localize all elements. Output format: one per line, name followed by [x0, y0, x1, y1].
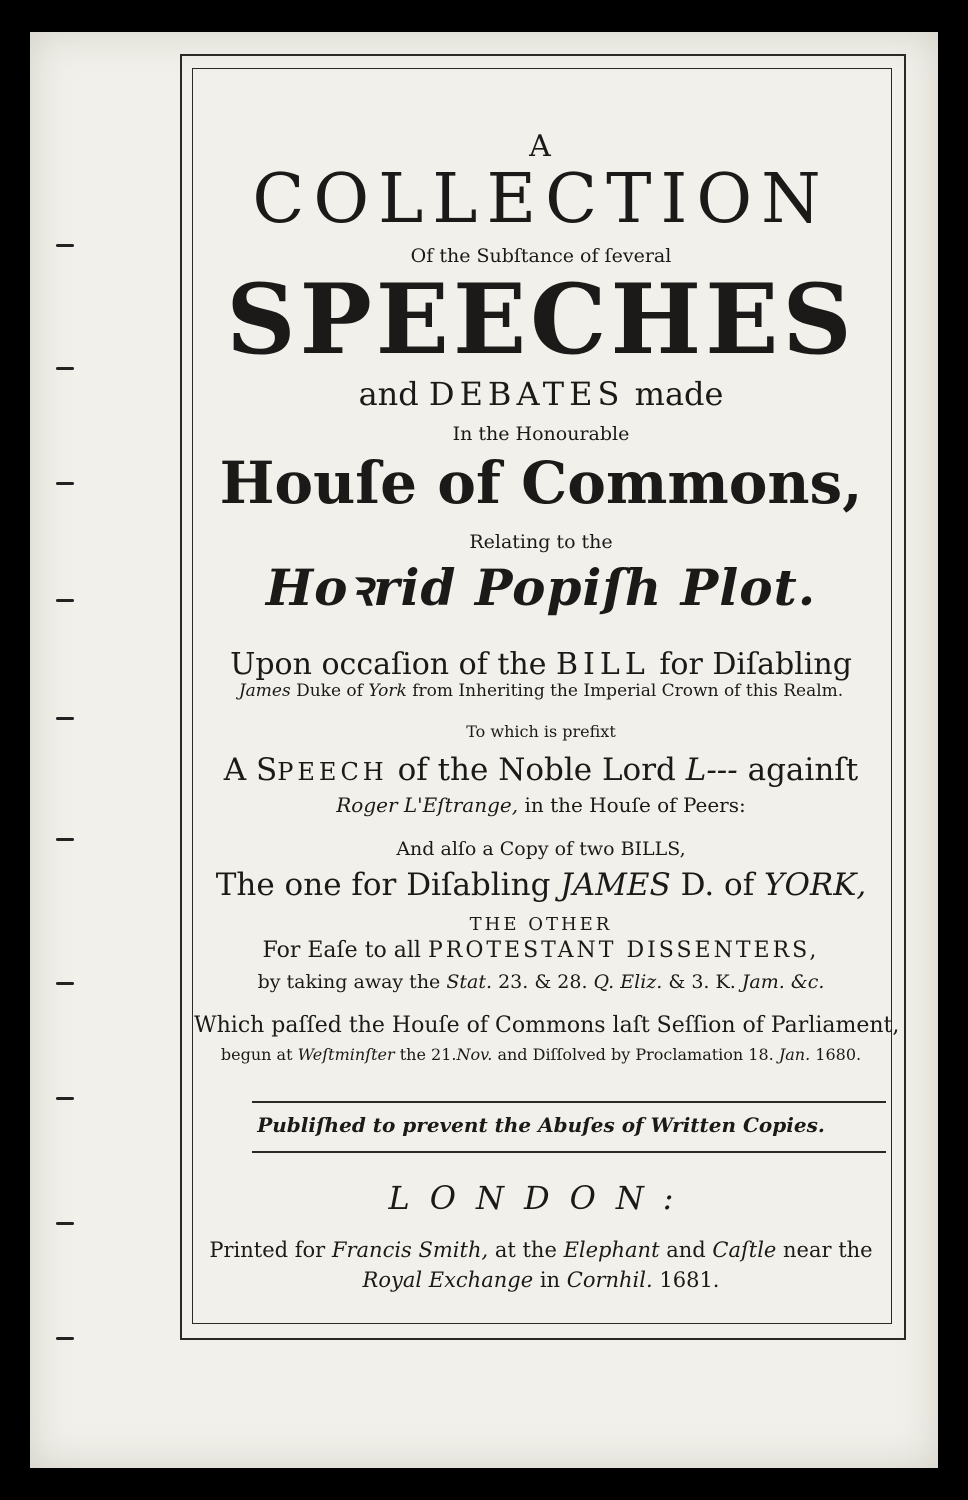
elephant-word: Elephant: [563, 1238, 660, 1262]
occasion-text: Upon occaſion of the: [230, 647, 547, 682]
cornhil-text: Cornhil.: [566, 1268, 653, 1292]
begun-line: [194, 1047, 888, 1063]
york-word: York: [368, 681, 407, 701]
noble-lord-text: of the Noble Lord: [397, 752, 676, 788]
castle-word: Caſtle: [712, 1238, 777, 1262]
binding-stitch: [56, 599, 74, 602]
and-3k-text: & 3. K.: [668, 971, 736, 993]
occasion-line: [194, 647, 888, 682]
roger-line: [194, 795, 888, 815]
printed-for-text: Printed for: [209, 1238, 326, 1262]
james-line: [194, 683, 888, 700]
substance-line: Of the Subſtance of ſeveral: [410, 245, 672, 267]
binding-stitch: [56, 1337, 74, 1340]
protestant-dissenters-text: PROTESTANT DISSENTERS,: [427, 938, 820, 963]
heading-house-of-commons: Houſe of Commons,: [219, 449, 863, 517]
made-word: made: [634, 375, 724, 413]
binding-stitch: [56, 244, 74, 247]
begun-at-text: begun at: [220, 1045, 293, 1064]
q-eliz-text: Q. Eliz.: [593, 971, 663, 993]
title-page-sheet: [30, 32, 938, 1468]
prefixt-line: To which is prefixt: [466, 722, 616, 741]
year-1680: 1680.: [815, 1045, 862, 1064]
d-of-text: D. of: [680, 867, 755, 903]
westminster-word: Weſtminſter: [297, 1045, 395, 1064]
stat-numbers: 23. & 28.: [498, 971, 588, 993]
house-of-peers-text: in the Houſe of Peers:: [524, 793, 746, 817]
published-line: Publiſhed to prevent the Abuſes of Written Copies.: [257, 1113, 825, 1137]
near-the-text: near the: [783, 1238, 873, 1262]
roger-name: Roger L'Eſtrange,: [336, 793, 519, 817]
title-page-text: [194, 70, 900, 1320]
year-1681: 1681.: [659, 1268, 720, 1292]
at-the-text: at the: [494, 1238, 557, 1262]
disabling-text: for Diſabling: [659, 647, 852, 682]
the-21-text: the 21.: [399, 1045, 457, 1064]
royal-exchange-text: Royal Exchange: [362, 1268, 534, 1292]
james-caps: JAMES: [560, 867, 671, 903]
divider-rule: [252, 1101, 886, 1103]
duke-of-text: Duke of: [296, 681, 363, 701]
divider-rule: [252, 1151, 886, 1153]
binding-stitch: [56, 1097, 74, 1100]
also-copy-line: And alſo a Copy of two BILLS,: [396, 838, 686, 860]
speech-noble-line: [194, 752, 888, 788]
in-text: in: [539, 1268, 561, 1292]
heading-speeches: SPEECHES: [226, 263, 856, 376]
binding-stitch: [56, 482, 74, 485]
one-for-text: The one for Diſabling: [215, 867, 551, 903]
jam-etc-text: Jam. &c.: [741, 971, 825, 993]
honourable-line: In the Honourable: [452, 423, 630, 445]
binding-stitch: [56, 982, 74, 985]
heading-collection: COLLECTION: [252, 160, 830, 239]
the-other-line: THE OTHER: [469, 914, 613, 935]
against-text: againſt: [747, 752, 859, 788]
debates-line: [194, 375, 888, 413]
printed-for-line: [194, 1240, 888, 1261]
debates-word: DEBATES: [428, 375, 625, 413]
nov-word: Nov.: [456, 1045, 493, 1064]
james-word: James: [238, 681, 291, 701]
inheriting-text: from Inheriting the Imperial Crown of this Realm.: [412, 681, 844, 701]
binding-stitch: [56, 838, 74, 841]
bill-word: BILL: [556, 647, 650, 682]
royal-exchange-line: [194, 1270, 888, 1291]
and-word: and: [358, 375, 419, 413]
article-a: A: [529, 129, 553, 164]
stat-word: Stat.: [446, 971, 493, 993]
by-taking-text: by taking away the: [257, 971, 441, 993]
heading-popish-plot: Hoꝛrid Popiſh Plot.: [265, 558, 817, 617]
passed-line: Which paſſed the Houſe of Commons laſt Seſſion of Parliament,: [194, 1013, 900, 1038]
ease-text: For Eaſe to all: [262, 938, 421, 963]
speech-initial: A S: [223, 752, 278, 788]
imprint-london: LONDON:: [388, 1179, 694, 1217]
binding-stitch: [56, 367, 74, 370]
binding-stitch: [56, 1222, 74, 1225]
dissolved-text: and Diſſolved by Proclamation 18.: [497, 1045, 774, 1064]
binding-stitch: [56, 717, 74, 720]
jan-word: Jan.: [778, 1045, 811, 1064]
speech-smallcaps: PEECH: [277, 758, 388, 786]
printer-name: Francis Smith,: [331, 1238, 489, 1262]
stat-line: [194, 973, 888, 992]
one-for-disabling-line: [194, 867, 888, 903]
relating-line: Relating to the: [469, 531, 613, 553]
york-caps: YORK,: [764, 867, 867, 903]
and-text: and: [666, 1238, 706, 1262]
ease-line: [194, 940, 888, 962]
lord-l-text: L---: [685, 752, 738, 788]
